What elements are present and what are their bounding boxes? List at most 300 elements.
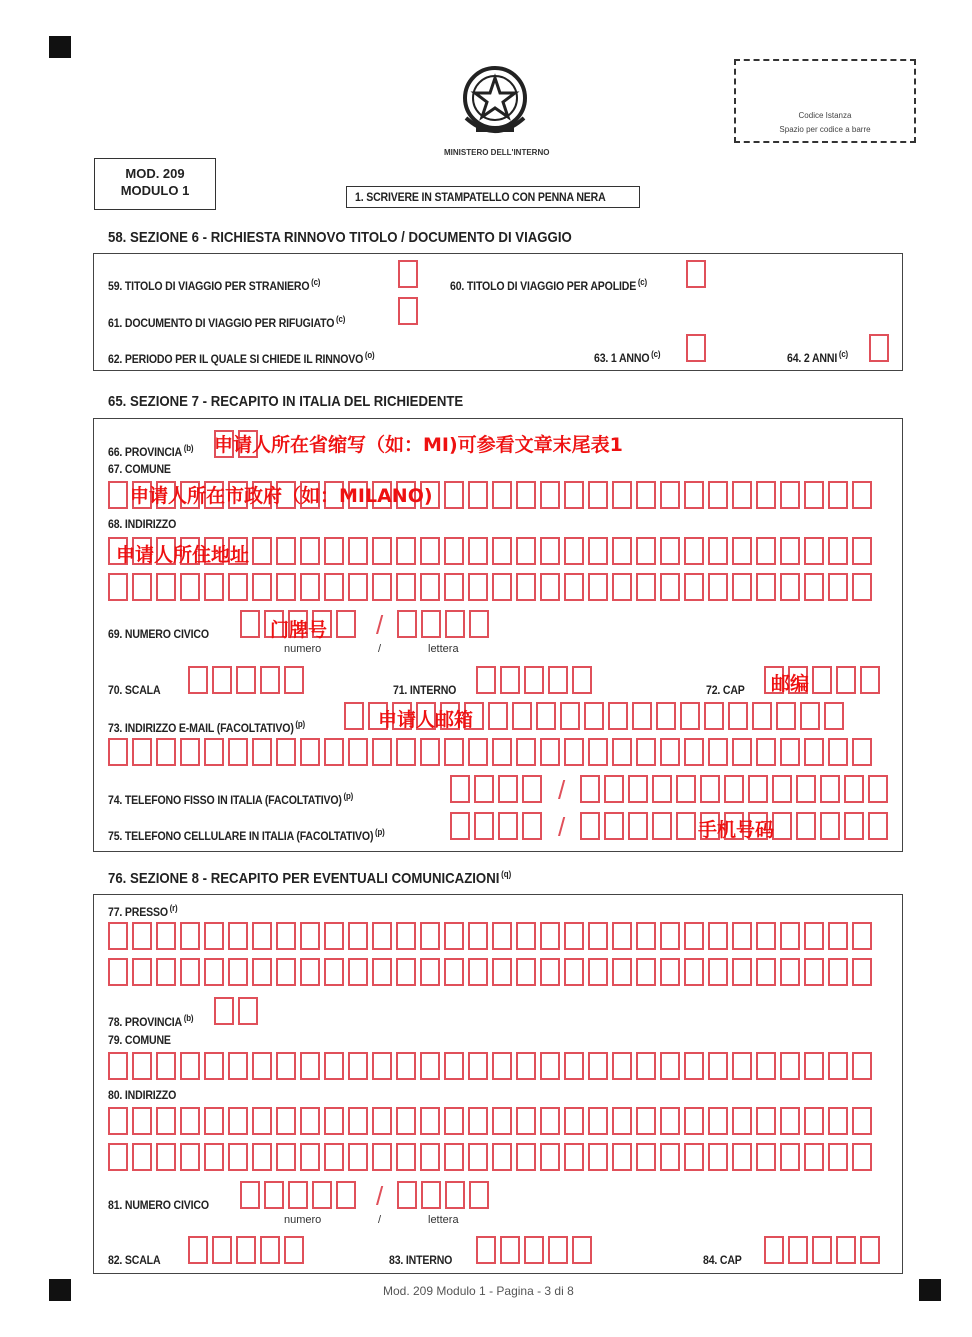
char-box[interactable] [344,702,364,730]
char-box[interactable] [396,1143,416,1171]
char-box[interactable] [420,1143,440,1171]
char-box[interactable] [572,666,592,694]
char-box[interactable] [732,958,752,986]
char-box[interactable] [708,1107,728,1135]
char-box[interactable] [348,922,368,950]
char-box[interactable] [324,573,344,601]
char-box[interactable] [852,922,872,950]
char-box[interactable] [516,1052,536,1080]
char-box[interactable] [804,537,824,565]
char-box[interactable] [780,537,800,565]
char-box[interactable] [180,1052,200,1080]
char-box[interactable] [540,1143,560,1171]
char-box[interactable] [636,1107,656,1135]
char-box[interactable] [540,958,560,986]
char-box[interactable] [468,481,488,509]
char-box[interactable] [588,481,608,509]
char-box[interactable] [372,1107,392,1135]
char-box[interactable] [348,1052,368,1080]
char-box[interactable] [540,922,560,950]
char-box[interactable] [788,1236,808,1264]
char-box[interactable] [824,702,844,730]
char-box[interactable] [756,481,776,509]
char-box[interactable] [372,537,392,565]
char-box[interactable] [260,1236,280,1264]
char-box[interactable] [684,537,704,565]
char-box[interactable] [468,958,488,986]
field-73-boxes-row-2[interactable] [108,738,876,766]
char-box[interactable] [444,1052,464,1080]
char-box[interactable] [852,958,872,986]
char-box[interactable] [660,738,680,766]
char-box[interactable] [828,922,848,950]
field-70-boxes[interactable] [188,666,308,694]
char-box[interactable] [852,1107,872,1135]
char-box[interactable] [752,702,772,730]
char-box[interactable] [684,922,704,950]
char-box[interactable] [660,573,680,601]
char-box[interactable] [804,738,824,766]
char-box[interactable] [204,922,224,950]
char-box[interactable] [536,702,556,730]
char-box[interactable] [300,922,320,950]
field-69-lettera-boxes[interactable] [397,610,493,638]
char-box[interactable] [421,1181,441,1209]
char-box[interactable] [468,922,488,950]
field-74-prefix-boxes[interactable] [450,775,546,803]
char-box[interactable] [540,573,560,601]
field-84-boxes[interactable] [764,1236,884,1264]
char-box[interactable] [700,775,720,803]
char-box[interactable] [492,958,512,986]
char-box[interactable] [516,958,536,986]
char-box[interactable] [608,702,628,730]
char-box[interactable] [612,537,632,565]
char-box[interactable] [324,738,344,766]
char-box[interactable] [804,1107,824,1135]
field-68-boxes-row-2[interactable] [108,573,876,601]
char-box[interactable] [772,812,792,840]
char-box[interactable] [444,573,464,601]
char-box[interactable] [516,922,536,950]
char-box[interactable] [260,666,280,694]
char-box[interactable] [804,1052,824,1080]
char-box[interactable] [828,537,848,565]
char-box[interactable] [276,537,296,565]
char-box[interactable] [498,812,518,840]
char-box[interactable] [660,1107,680,1135]
char-box[interactable] [474,812,494,840]
char-box[interactable] [468,573,488,601]
char-box[interactable] [492,537,512,565]
char-box[interactable] [588,1107,608,1135]
char-box[interactable] [468,1107,488,1135]
char-box[interactable] [324,1052,344,1080]
char-box[interactable] [132,1052,152,1080]
char-box[interactable] [444,537,464,565]
field-77-boxes-row-1[interactable] [108,922,876,950]
char-box[interactable] [516,1143,536,1171]
char-box[interactable] [108,922,128,950]
char-box[interactable] [820,775,840,803]
char-box[interactable] [396,922,416,950]
char-box[interactable] [604,775,624,803]
char-box[interactable] [236,1236,256,1264]
char-box[interactable] [188,666,208,694]
char-box[interactable] [420,922,440,950]
char-box[interactable] [396,1107,416,1135]
char-box[interactable] [108,958,128,986]
char-box[interactable] [732,573,752,601]
char-box[interactable] [397,1181,417,1209]
char-box[interactable] [188,1236,208,1264]
char-box[interactable] [156,922,176,950]
char-box[interactable] [492,573,512,601]
char-box[interactable] [612,738,632,766]
char-box[interactable] [500,666,520,694]
char-box[interactable] [324,1143,344,1171]
char-box[interactable] [264,1181,284,1209]
char-box[interactable] [228,1052,248,1080]
char-box[interactable] [236,666,256,694]
char-box[interactable] [252,1143,272,1171]
char-box[interactable] [204,738,224,766]
char-box[interactable] [180,1143,200,1171]
char-box[interactable] [516,573,536,601]
char-box[interactable] [108,573,128,601]
char-box[interactable] [300,1107,320,1135]
char-box[interactable] [704,702,724,730]
char-box[interactable] [756,738,776,766]
char-box[interactable] [469,1181,489,1209]
char-box[interactable] [132,1107,152,1135]
char-box[interactable] [852,481,872,509]
field-79-boxes[interactable] [108,1052,876,1080]
char-box[interactable] [588,1052,608,1080]
char-box[interactable] [252,738,272,766]
char-box[interactable] [612,958,632,986]
char-box[interactable] [796,812,816,840]
char-box[interactable] [588,922,608,950]
char-box[interactable] [796,775,816,803]
char-box[interactable] [228,738,248,766]
char-box[interactable] [804,958,824,986]
char-box[interactable] [708,738,728,766]
char-box[interactable] [724,775,744,803]
char-box[interactable] [204,573,224,601]
char-box[interactable] [372,922,392,950]
char-box[interactable] [868,775,888,803]
char-box[interactable] [372,573,392,601]
char-box[interactable] [756,537,776,565]
char-box[interactable] [852,1143,872,1171]
char-box[interactable] [828,958,848,986]
char-box[interactable] [372,958,392,986]
char-box[interactable] [828,1107,848,1135]
char-box[interactable] [708,573,728,601]
char-box[interactable] [636,1052,656,1080]
char-box[interactable] [420,958,440,986]
char-box[interactable] [204,1143,224,1171]
char-box[interactable] [156,958,176,986]
char-box[interactable] [780,738,800,766]
char-box[interactable] [397,610,417,638]
char-box[interactable] [228,1107,248,1135]
char-box[interactable] [588,738,608,766]
char-box[interactable] [420,537,440,565]
char-box[interactable] [180,738,200,766]
char-box[interactable] [584,702,604,730]
field-71-boxes[interactable] [476,666,596,694]
char-box[interactable] [288,1181,308,1209]
char-box[interactable] [108,1143,128,1171]
char-box[interactable] [708,537,728,565]
char-box[interactable] [632,702,652,730]
char-box[interactable] [656,702,676,730]
char-box[interactable] [836,666,856,694]
char-box[interactable] [396,573,416,601]
char-box[interactable] [276,1143,296,1171]
field-61-checkbox[interactable] [398,297,418,325]
char-box[interactable] [300,537,320,565]
char-box[interactable] [572,1236,592,1264]
char-box[interactable] [732,481,752,509]
char-box[interactable] [628,775,648,803]
char-box[interactable] [812,1236,832,1264]
char-box[interactable] [252,537,272,565]
char-box[interactable] [500,1236,520,1264]
char-box[interactable] [636,481,656,509]
char-box[interactable] [204,958,224,986]
char-box[interactable] [214,997,234,1025]
field-75-prefix-boxes[interactable] [450,812,546,840]
char-box[interactable] [524,666,544,694]
char-box[interactable] [588,573,608,601]
char-box[interactable] [276,958,296,986]
char-box[interactable] [852,738,872,766]
char-box[interactable] [708,958,728,986]
char-box[interactable] [156,1107,176,1135]
char-box[interactable] [180,1107,200,1135]
char-box[interactable] [564,1143,584,1171]
char-box[interactable] [492,1143,512,1171]
field-80-boxes-row-1[interactable] [108,1107,876,1135]
char-box[interactable] [498,775,518,803]
char-box[interactable] [868,812,888,840]
char-box[interactable] [588,958,608,986]
char-box[interactable] [676,775,696,803]
char-box[interactable] [469,610,489,638]
char-box[interactable] [238,997,258,1025]
char-box[interactable] [540,481,560,509]
char-box[interactable] [580,812,600,840]
field-64-checkbox[interactable] [869,334,889,362]
char-box[interactable] [276,922,296,950]
char-box[interactable] [336,1181,356,1209]
char-box[interactable] [300,573,320,601]
char-box[interactable] [240,610,260,638]
char-box[interactable] [660,481,680,509]
char-box[interactable] [612,481,632,509]
char-box[interactable] [180,958,200,986]
char-box[interactable] [660,1052,680,1080]
char-box[interactable] [828,481,848,509]
char-box[interactable] [804,573,824,601]
char-box[interactable] [212,1236,232,1264]
char-box[interactable] [628,812,648,840]
char-box[interactable] [348,1143,368,1171]
char-box[interactable] [860,666,880,694]
char-box[interactable] [612,1143,632,1171]
char-box[interactable] [636,573,656,601]
char-box[interactable] [684,738,704,766]
char-box[interactable] [676,812,696,840]
char-box[interactable] [684,1052,704,1080]
char-box[interactable] [476,1236,496,1264]
char-box[interactable] [564,481,584,509]
char-box[interactable] [312,1181,332,1209]
char-box[interactable] [804,922,824,950]
char-box[interactable] [450,812,470,840]
char-box[interactable] [468,738,488,766]
char-box[interactable] [324,1107,344,1135]
char-box[interactable] [828,738,848,766]
char-box[interactable] [240,1181,260,1209]
char-box[interactable] [420,573,440,601]
char-box[interactable] [372,1143,392,1171]
char-box[interactable] [660,1143,680,1171]
char-box[interactable] [732,537,752,565]
field-80-boxes-row-2[interactable] [108,1143,876,1171]
field-81-lettera-boxes[interactable] [397,1181,493,1209]
char-box[interactable] [324,958,344,986]
char-box[interactable] [516,738,536,766]
char-box[interactable] [372,1052,392,1080]
char-box[interactable] [252,958,272,986]
char-box[interactable] [756,1107,776,1135]
char-box[interactable] [780,922,800,950]
char-box[interactable] [852,537,872,565]
char-box[interactable] [844,775,864,803]
char-box[interactable] [748,775,768,803]
char-box[interactable] [732,922,752,950]
char-box[interactable] [108,738,128,766]
char-box[interactable] [772,775,792,803]
char-box[interactable] [684,1143,704,1171]
char-box[interactable] [421,610,441,638]
char-box[interactable] [348,958,368,986]
char-box[interactable] [564,958,584,986]
field-81-numero-boxes[interactable] [240,1181,360,1209]
char-box[interactable] [324,922,344,950]
char-box[interactable] [684,1107,704,1135]
char-box[interactable] [444,738,464,766]
char-box[interactable] [652,775,672,803]
char-box[interactable] [564,1052,584,1080]
char-box[interactable] [108,481,128,509]
char-box[interactable] [108,1052,128,1080]
char-box[interactable] [156,573,176,601]
char-box[interactable] [548,666,568,694]
char-box[interactable] [300,958,320,986]
char-box[interactable] [540,738,560,766]
char-box[interactable] [680,702,700,730]
char-box[interactable] [732,1107,752,1135]
char-box[interactable] [284,666,304,694]
char-box[interactable] [780,958,800,986]
char-box[interactable] [444,958,464,986]
char-box[interactable] [522,812,542,840]
char-box[interactable] [348,537,368,565]
char-box[interactable] [636,1143,656,1171]
char-box[interactable] [492,1052,512,1080]
char-box[interactable] [708,1143,728,1171]
char-box[interactable] [548,1236,568,1264]
char-box[interactable] [776,702,796,730]
char-box[interactable] [492,481,512,509]
char-box[interactable] [488,702,508,730]
char-box[interactable] [580,775,600,803]
char-box[interactable] [492,738,512,766]
char-box[interactable] [252,1107,272,1135]
char-box[interactable] [420,738,440,766]
char-box[interactable] [524,1236,544,1264]
char-box[interactable] [820,812,840,840]
char-box[interactable] [444,481,464,509]
char-box[interactable] [660,537,680,565]
char-box[interactable] [180,573,200,601]
char-box[interactable] [780,1107,800,1135]
field-78-boxes[interactable] [214,997,262,1025]
char-box[interactable] [324,537,344,565]
char-box[interactable] [132,738,152,766]
char-box[interactable] [468,1143,488,1171]
char-box[interactable] [860,1236,880,1264]
char-box[interactable] [444,922,464,950]
char-box[interactable] [445,610,465,638]
char-box[interactable] [474,775,494,803]
char-box[interactable] [828,573,848,601]
char-box[interactable] [844,812,864,840]
char-box[interactable] [512,702,532,730]
char-box[interactable] [564,738,584,766]
char-box[interactable] [444,1143,464,1171]
char-box[interactable] [804,1143,824,1171]
char-box[interactable] [396,1052,416,1080]
char-box[interactable] [468,1052,488,1080]
char-box[interactable] [636,738,656,766]
char-box[interactable] [560,702,580,730]
char-box[interactable] [252,573,272,601]
char-box[interactable] [476,666,496,694]
char-box[interactable] [540,1052,560,1080]
char-box[interactable] [492,1107,512,1135]
char-box[interactable] [612,1107,632,1135]
char-box[interactable] [300,1143,320,1171]
char-box[interactable] [588,1143,608,1171]
char-box[interactable] [420,1107,440,1135]
char-box[interactable] [300,738,320,766]
char-box[interactable] [708,481,728,509]
char-box[interactable] [492,922,512,950]
char-box[interactable] [828,1143,848,1171]
char-box[interactable] [276,573,296,601]
field-60-checkbox[interactable] [686,260,706,288]
char-box[interactable] [228,573,248,601]
char-box[interactable] [828,1052,848,1080]
char-box[interactable] [564,537,584,565]
char-box[interactable] [612,922,632,950]
